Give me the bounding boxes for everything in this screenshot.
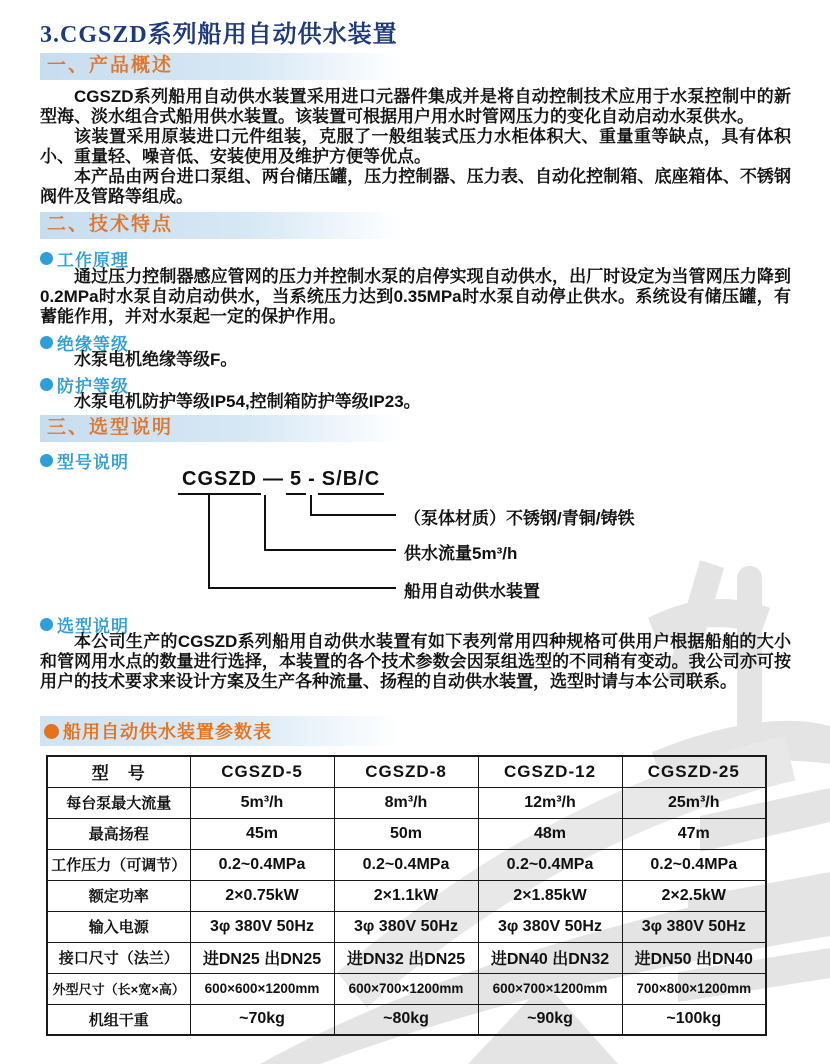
blue-bullet-icon	[40, 336, 53, 349]
section-heading-selection	[40, 415, 424, 442]
table-cell: 2×2.5kW	[622, 880, 766, 911]
section-heading-overview-label: 一、产品概述	[47, 55, 174, 76]
model-code	[178, 468, 384, 495]
table-cell: 进DN40 出DN32	[478, 942, 622, 973]
overview-paragraph-2: 该装置采用原装进口元件组装，克服了一般组装式压力水柜体积大、重量重等缺点，具有体积小、重量轻、噪音低、安装使用及维护方便等优点。	[40, 127, 791, 166]
diagram-connector-line	[208, 495, 210, 589]
table-cell: ~100kg	[622, 1004, 766, 1035]
table-row	[47, 973, 766, 1004]
table-cell: 进DN25 出DN25	[190, 942, 334, 973]
callout-material: （泵体材质）不锈钢/青铜/铸铁	[404, 509, 635, 528]
params-heading-bar	[40, 716, 424, 746]
table-cell: 600×700×1200mm	[478, 973, 622, 1004]
table-cell: 0.2~0.4MPa	[478, 849, 622, 880]
table-cell: 0.2~0.4MPa	[622, 849, 766, 880]
table-row-label: 每台泵最大流量	[47, 787, 190, 818]
table-cell: ~90kg	[478, 1004, 622, 1035]
table-cell: 0.2~0.4MPa	[190, 849, 334, 880]
callout-device: 船用自动供水装置	[404, 582, 540, 601]
table-row-label: 工作压力（可调节）	[47, 849, 190, 880]
overview-paragraphs	[40, 87, 791, 207]
tech-item-protection-label: 防护等级	[57, 377, 129, 396]
selection-note-text	[40, 632, 791, 692]
table-cell: 0.2~0.4MPa	[334, 849, 478, 880]
table-row	[47, 1004, 766, 1035]
params-heading-label: 船用自动供水装置参数表	[63, 722, 272, 742]
tech-item-principle-label: 工作原理	[57, 251, 129, 270]
overview-paragraph-3: 本产品由两台进口泵组、两台储压罐，压力控制器、压力表、自动化控制箱、底座箱体、不锈钢阀件及管路等组成。	[40, 167, 791, 206]
table-cell: ~70kg	[190, 1004, 334, 1035]
section-heading-selection-label: 三、选型说明	[47, 417, 174, 438]
table-column-header: CGSZD-25	[622, 756, 766, 787]
model-code-diagram	[40, 468, 791, 608]
diagram-connector-line	[264, 549, 396, 551]
table-cell: 600×600×1200mm	[190, 973, 334, 1004]
section-heading-tech	[40, 212, 424, 239]
table-column-header: CGSZD-5	[190, 756, 334, 787]
table-cell: 45m	[190, 818, 334, 849]
table-column-header: CGSZD-12	[478, 756, 622, 787]
table-row	[47, 880, 766, 911]
table-cell: 2×1.1kW	[334, 880, 478, 911]
tech-item-principle-text	[40, 267, 791, 327]
tech-item-insulation-text	[40, 350, 791, 370]
model-code-base: CGSZD	[178, 468, 261, 495]
table-row-label: 机组干重	[47, 1004, 190, 1035]
blue-bullet-icon	[40, 252, 53, 265]
table-cell: 2×1.85kW	[478, 880, 622, 911]
table-header-row	[47, 756, 766, 787]
diagram-connector-line	[310, 514, 396, 516]
page-title: 3.CGSZD系列船用自动供水装置	[40, 22, 398, 48]
table-row-label: 输入电源	[47, 911, 190, 942]
table-cell: 50m	[334, 818, 478, 849]
table-row	[47, 849, 766, 880]
tech-item-insulation-label: 绝缘等级	[57, 335, 129, 354]
model-code-dash: —	[263, 468, 284, 490]
tech-item-protection-text	[40, 392, 791, 412]
model-code-dash: -	[308, 468, 316, 490]
model-code-material: S/B/C	[318, 468, 384, 495]
table-cell: 8m³/h	[334, 787, 478, 818]
table-row	[47, 818, 766, 849]
table-row-label: 外型尺寸（长×宽×高）	[47, 973, 190, 1004]
blue-bullet-icon	[40, 618, 53, 631]
diagram-connector-line	[310, 495, 312, 516]
table-column-header: 型 号	[47, 756, 190, 787]
table-cell: 3φ 380V 50Hz	[190, 911, 334, 942]
table-cell: 48m	[478, 818, 622, 849]
diagram-connector-line	[264, 495, 266, 551]
model-code-flow: 5	[286, 468, 306, 495]
orange-bullet-icon	[44, 724, 59, 739]
table-cell: 进DN32 出DN25	[334, 942, 478, 973]
table-row	[47, 787, 766, 818]
table-row-label: 额定功率	[47, 880, 190, 911]
table-cell: 3φ 380V 50Hz	[622, 911, 766, 942]
selection-note-paragraph: 本公司生产的CGSZD系列船用自动供水装置有如下表列常用四种规格可供用户根据船舶的大小和管网用水点的数量进行选择，本装置的各个技术参数会因泵组选型的不同稍有变动。我公司亦可按用户的技术要求来设计方案及生产各种流量、扬程的自动供水装置，选型时请与本公司联系。	[40, 632, 791, 691]
tech-protection-paragraph: 水泵电机防护等级IP54,控制箱防护等级IP23。	[74, 392, 421, 411]
model-spec-label: 型号说明	[57, 453, 129, 472]
table-cell: 3φ 380V 50Hz	[334, 911, 478, 942]
table-row-label: 最高扬程	[47, 818, 190, 849]
blue-bullet-icon	[40, 378, 53, 391]
callout-flow: 供水流量5m³/h	[404, 544, 518, 563]
table-cell: 12m³/h	[478, 787, 622, 818]
tech-insulation-paragraph: 水泵电机绝缘等级F。	[74, 350, 238, 369]
table-column-header: CGSZD-8	[334, 756, 478, 787]
table-cell: 47m	[622, 818, 766, 849]
table-cell: 3φ 380V 50Hz	[478, 911, 622, 942]
table-row	[47, 942, 766, 973]
table-cell: 700×800×1200mm	[622, 973, 766, 1004]
blue-bullet-icon	[40, 454, 53, 467]
table-cell: 5m³/h	[190, 787, 334, 818]
table-cell: 进DN50 出DN40	[622, 942, 766, 973]
table-row	[47, 911, 766, 942]
table-cell: 25m³/h	[622, 787, 766, 818]
params-table	[46, 755, 767, 1036]
table-cell: ~80kg	[334, 1004, 478, 1035]
tech-principle-paragraph: 通过压力控制器感应管网的压力并控制水泵的启停实现自动供水，出厂时设定为当管网压力降到0.2MPa时水泵自动启动供水，当系统压力达到0.35MPa时水泵自动停止供水。系统设有储压罐，有蓄能作用，并对水泵起一定的保护作用。	[40, 267, 791, 326]
table-cell: 2×0.75kW	[190, 880, 334, 911]
table-cell: 600×700×1200mm	[334, 973, 478, 1004]
overview-paragraph-1: CGSZD系列船用自动供水装置采用进口元器件集成并是将自动控制技术应用于水泵控制中的新型海、淡水组合式船用供水装置。该装置可根据用户用水时管网压力的变化自动启动水泵供水。	[40, 87, 791, 126]
selection-note-label: 选型说明	[57, 617, 129, 636]
section-heading-overview	[40, 53, 424, 80]
table-row-label: 接口尺寸（法兰）	[47, 942, 190, 973]
section-heading-tech-label: 二、技术特点	[47, 214, 174, 235]
diagram-connector-line	[208, 587, 396, 589]
